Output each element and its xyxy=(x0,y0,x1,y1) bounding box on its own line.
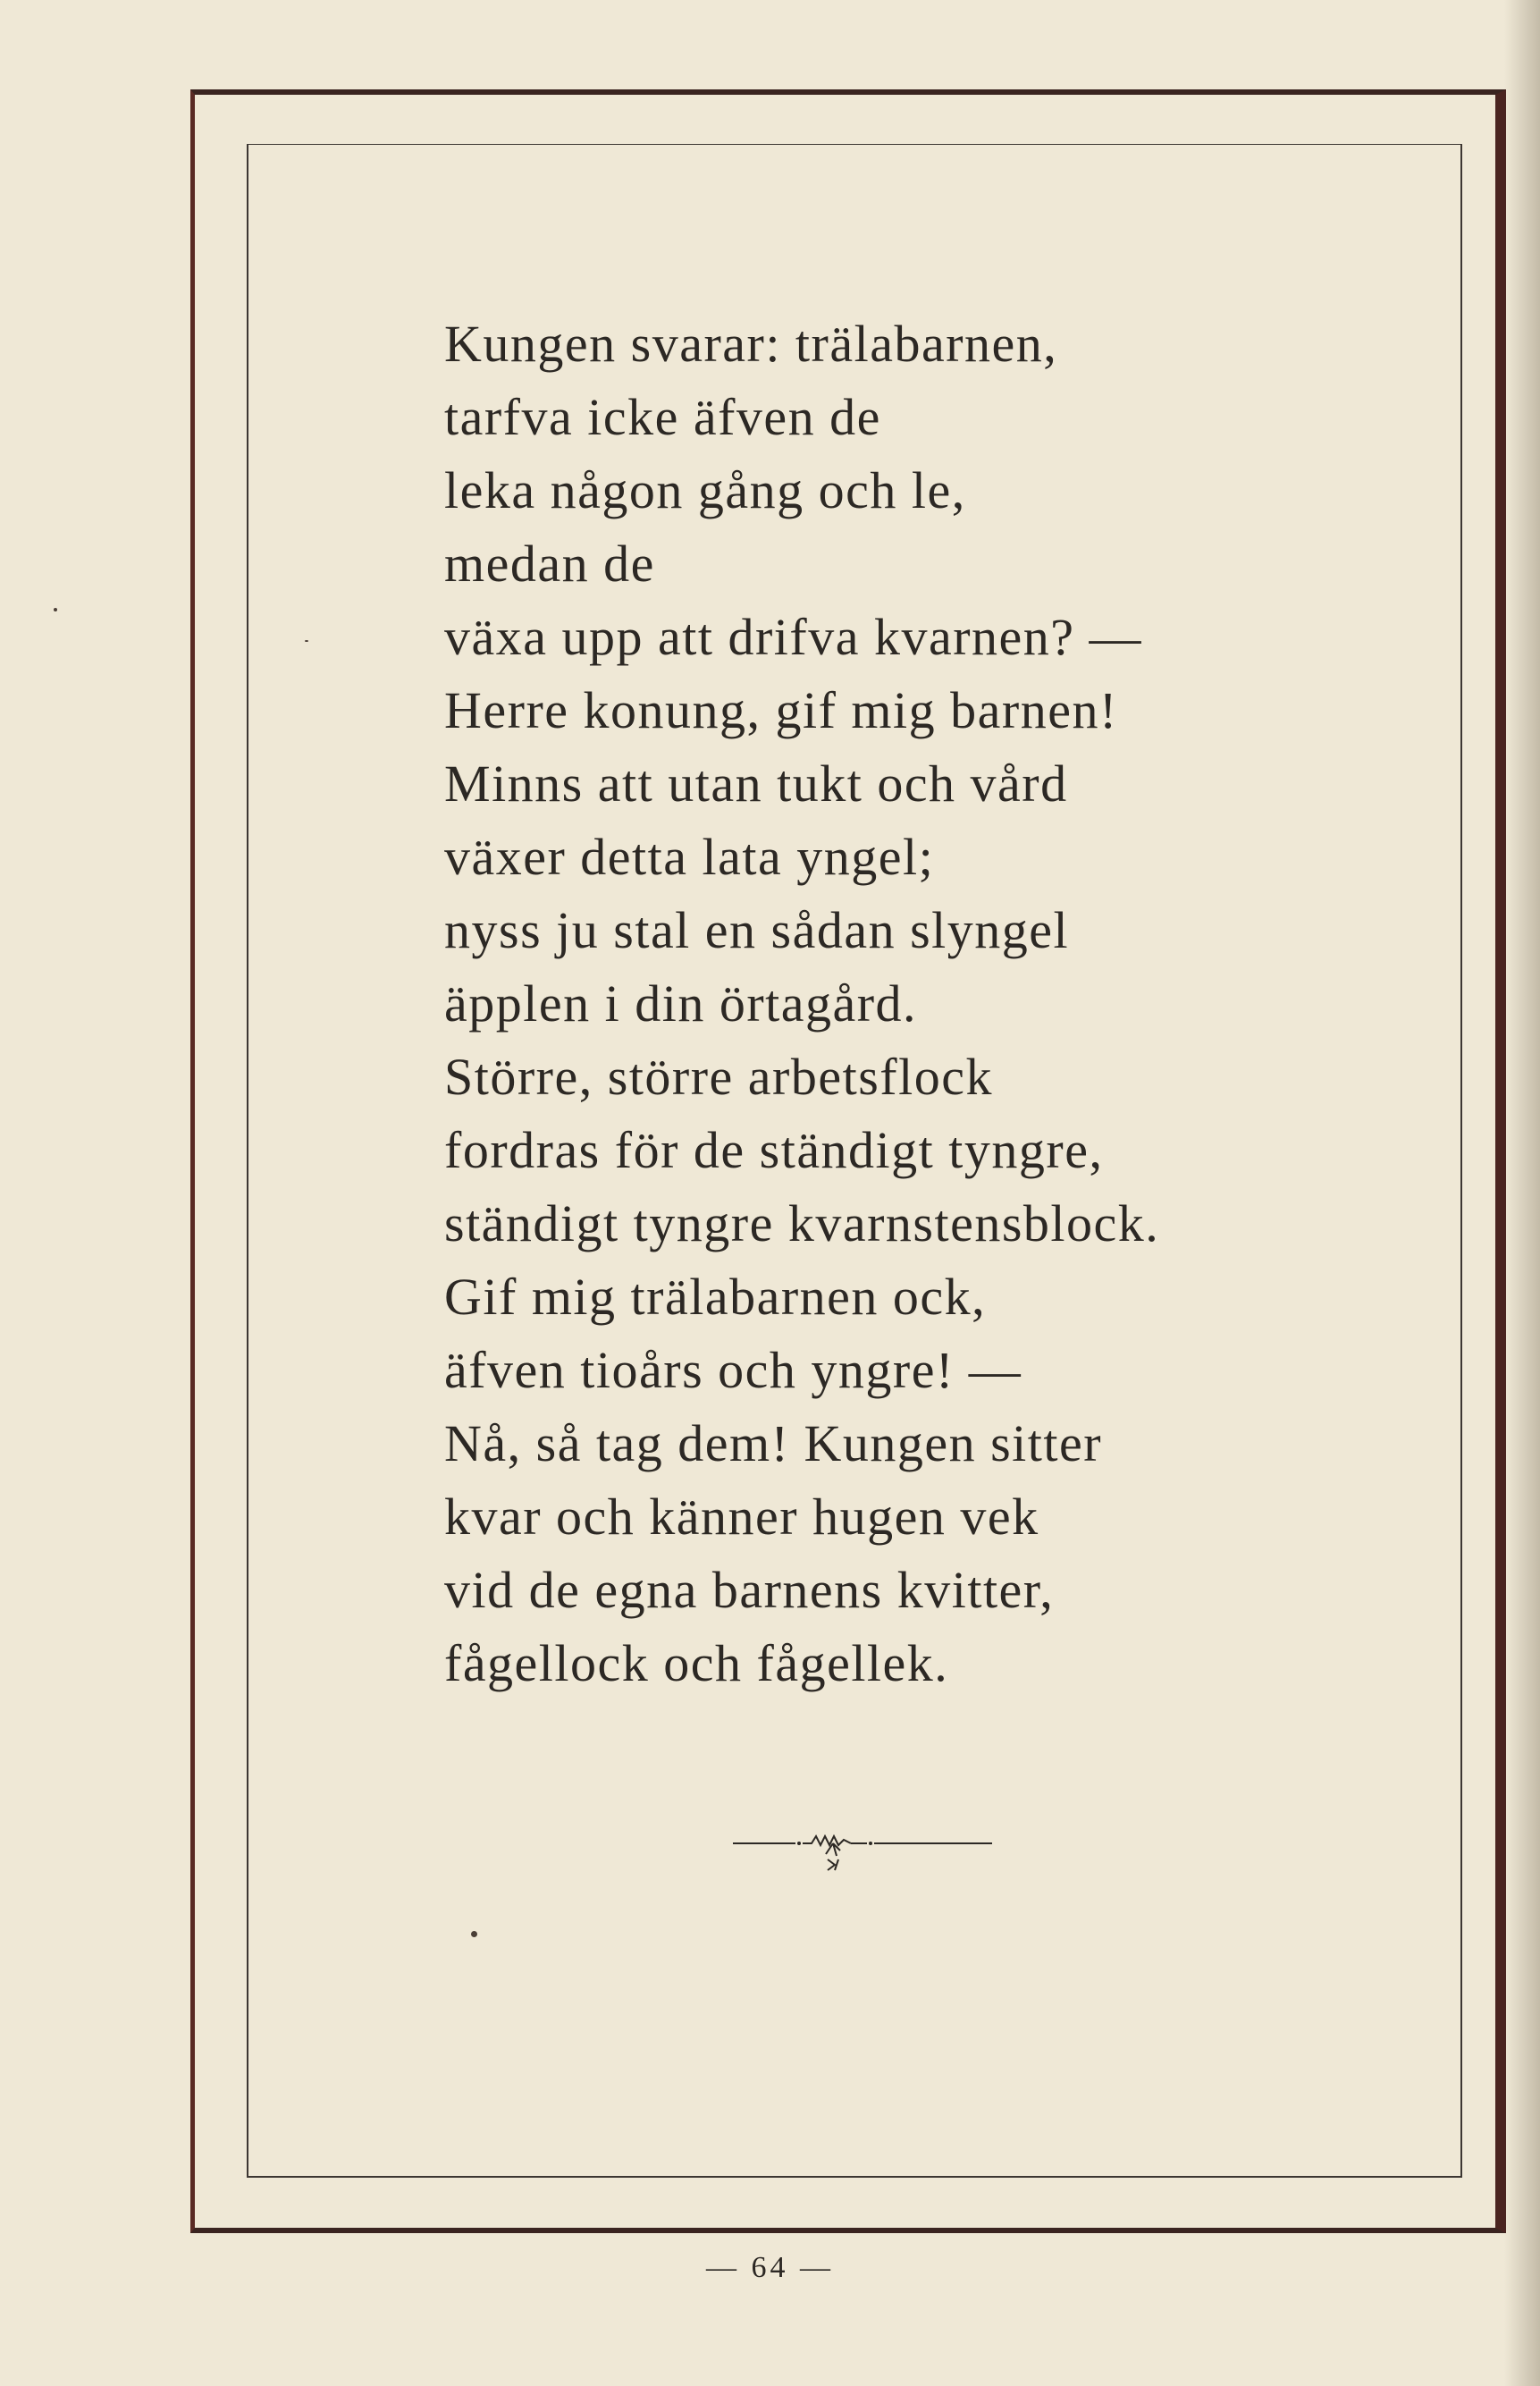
page-number: — 64 — xyxy=(706,2251,834,2284)
poem-line: tarfva icke äfven de xyxy=(444,388,881,446)
poem-line: medan de xyxy=(444,535,655,593)
poem-line: nyss ju stal en sådan slyngel xyxy=(444,901,1070,959)
poem-line: fordras för de ständigt tyngre, xyxy=(444,1121,1104,1179)
poem-line: Herre konung, gif mig barnen! xyxy=(444,681,1118,739)
poem-line: Större, större arbetsflock xyxy=(444,1048,993,1106)
poem-line: Minns att utan tukt och vård xyxy=(444,755,1068,813)
poem-line: leka någon gång och le, xyxy=(444,461,966,519)
poem-line: kvar och känner hugen vek xyxy=(444,1488,1039,1546)
poem-line: vid de egna barnens kvitter, xyxy=(444,1561,1055,1619)
print-speck xyxy=(54,608,57,611)
poem-text xyxy=(444,308,1427,1700)
poem-line: Gif mig trälabarnen ock, xyxy=(444,1268,987,1326)
page-edge-shadow xyxy=(1504,0,1540,2386)
poem-line: Kungen svarar: trälabarnen, xyxy=(444,315,1058,373)
print-speck xyxy=(471,1931,477,1937)
poem-line: fågellock och fågellek. xyxy=(444,1634,949,1692)
poem-line: äfven tioårs och yngre! — xyxy=(444,1341,1022,1399)
poem-line: växer detta lata yngel; xyxy=(444,828,935,886)
poem-line: äpplen i din örtagård. xyxy=(444,974,918,1033)
poem-line: ständigt tyngre kvarnstensblock. xyxy=(444,1194,1160,1252)
poem-line: växa upp att drifva kvarnen? — xyxy=(444,608,1142,666)
print-speck xyxy=(305,640,308,642)
poem-line: Nå, så tag dem! Kungen sitter xyxy=(444,1414,1103,1472)
decorative-flourish-icon xyxy=(733,1824,992,1886)
